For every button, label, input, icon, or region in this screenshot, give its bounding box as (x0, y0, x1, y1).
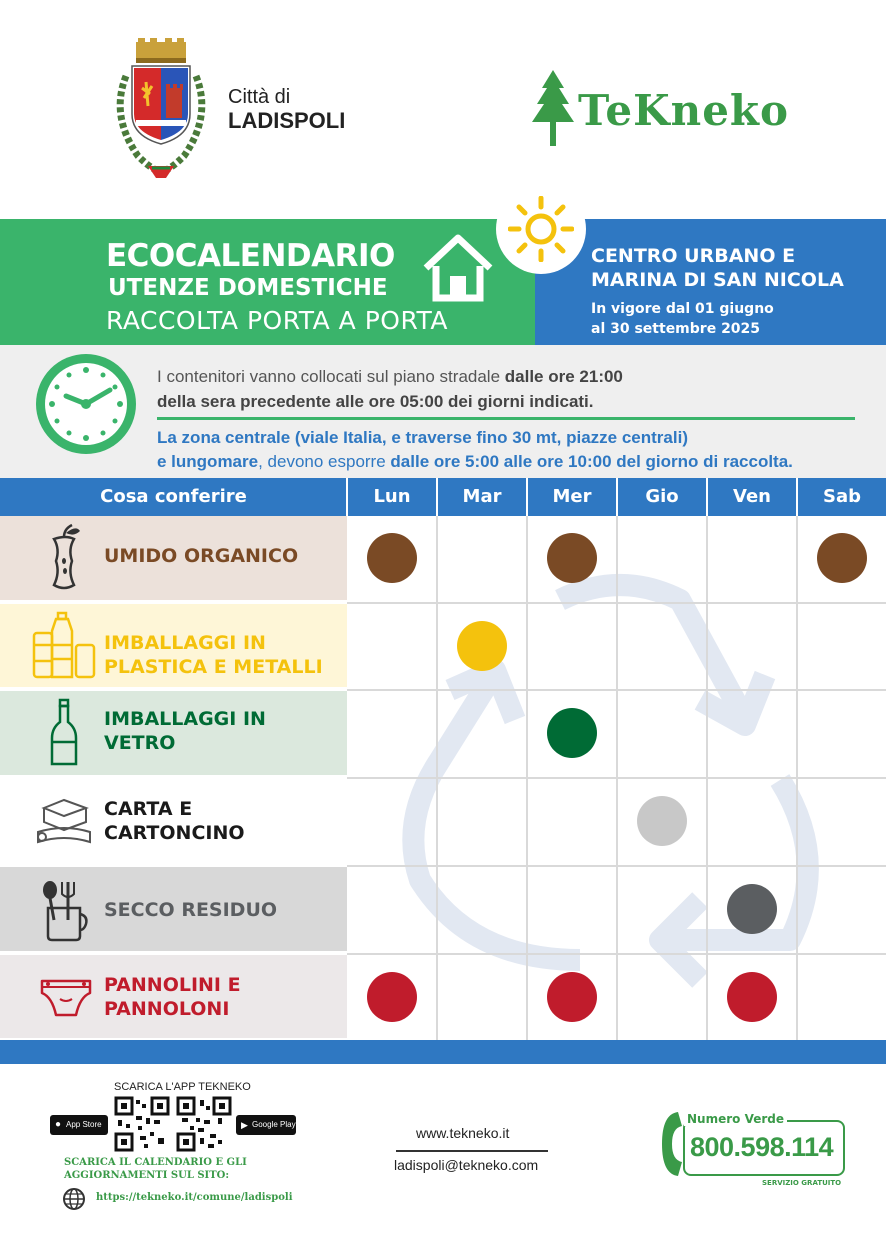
play-icon: ▶ (241, 1120, 248, 1130)
banner-collection-type: RACCOLTA PORTA A PORTA (106, 306, 448, 335)
footer-bar (0, 1040, 886, 1064)
grid-row-line (347, 602, 886, 604)
apple-core-icon (44, 523, 84, 593)
header-separator (796, 478, 798, 516)
waste-type-label: IMBALLAGGI IN (104, 708, 266, 730)
header-separator (436, 478, 438, 516)
collection-day-dot (367, 533, 417, 583)
day-header-mer: Mer (552, 486, 592, 507)
numero-verde-label: Numero Verde (684, 1112, 787, 1126)
collection-day-dot (547, 972, 597, 1022)
waste-type-label: IMBALLAGGI IN (104, 632, 266, 654)
waste-type-label: CARTA E (104, 798, 193, 820)
info-paragraph-2: La zona centrale (viale Italia, e traverse fino 30 mt, piazze centrali) e lungomare, devono esporre dalle ore 5:00 alle ore 10:00 del giorno di raccolta. (157, 428, 793, 471)
qr-code-icon[interactable] (176, 1096, 232, 1152)
website-link[interactable]: www.tekneko.it (416, 1125, 510, 1141)
calendar-url-link[interactable]: https://tekneko.it/comune/ladispoli (96, 1192, 293, 1203)
ladispoli-crest-logo (108, 36, 214, 182)
email-link[interactable]: ladispoli@tekneko.com (394, 1157, 539, 1173)
day-header-sab: Sab (823, 486, 861, 507)
cutlery-cup-icon (40, 880, 88, 942)
app-download-title: SCARICA L'APP TEKNEKO (114, 1081, 251, 1093)
city-label (228, 86, 345, 134)
city-name: LADISPOLI (228, 108, 346, 133)
header-separator (526, 478, 528, 516)
collection-day-dot (367, 972, 417, 1022)
waste-type-label: CARTONCINO (104, 822, 245, 844)
servizio-gratuito: SERVIZIO GRATUITO (762, 1179, 842, 1187)
city-prefix: Città di (228, 86, 291, 108)
apple-icon: ● (55, 1119, 62, 1130)
waste-type-label: VETRO (104, 732, 176, 754)
waste-type-label: PANNOLONI (104, 998, 230, 1020)
day-header-mar: Mar (462, 486, 502, 507)
paper-icon (34, 798, 94, 846)
clock-icon (30, 348, 142, 460)
grid-row-line (347, 777, 886, 779)
glass-bottle-icon (50, 698, 78, 768)
validity-period: In vigore dal 01 giugno al 30 settembre 2025 (591, 301, 774, 337)
sun-icon (508, 196, 574, 262)
globe-icon (62, 1187, 86, 1211)
header-separator (346, 478, 348, 516)
collection-day-dot (637, 796, 687, 846)
phone-icon (658, 1110, 684, 1178)
brand-logo-text: TeKneko (578, 86, 790, 135)
info-paragraph-1: I contenitori vanno collocati sul piano stradale dalle ore 21:00 della sera precedente alle ore 05:00 dei giorni indicati. (157, 367, 623, 411)
bottle-can-icon (32, 611, 98, 681)
recycle-watermark-icon (380, 560, 860, 1010)
banner-subtitle: UTENZE DOMESTICHE (108, 275, 388, 301)
waste-type-label: SECCO RESIDUO (104, 899, 278, 921)
day-header-gio: Gio (645, 486, 679, 507)
waste-type-label: UMIDO ORGANICO (104, 545, 299, 567)
day-header-lun: Lun (373, 486, 411, 507)
header-separator (616, 478, 618, 516)
numero-verde-number[interactable]: 800.598.114 (690, 1132, 834, 1162)
qr-code-icon[interactable] (114, 1096, 170, 1152)
download-calendar-text: SCARICA IL CALENDARIO E GLI AGGIORNAMENTI SUL SITO: (64, 1157, 247, 1181)
banner-title: ECOCALENDARIO (106, 238, 395, 274)
house-icon (422, 232, 494, 302)
grid-row-line (347, 865, 886, 867)
collection-day-dot (727, 884, 777, 934)
app-store-button[interactable]: ● App Store (50, 1115, 108, 1135)
collection-day-dot (817, 533, 867, 583)
waste-type-label: PLASTICA E METALLI (104, 656, 323, 678)
google-play-button[interactable]: ▶ Google Play (236, 1115, 296, 1135)
header-cosa-conferire: Cosa conferire (100, 486, 247, 507)
contact-divider (396, 1150, 548, 1152)
grid-row-line (347, 953, 886, 955)
waste-type-label: PANNOLINI E (104, 974, 241, 996)
collection-day-dot (727, 972, 777, 1022)
collection-day-dot (547, 708, 597, 758)
header-separator (706, 478, 708, 516)
day-header-ven: Ven (733, 486, 771, 507)
collection-day-dot (457, 621, 507, 671)
collection-day-dot (547, 533, 597, 583)
grid-row-line (347, 689, 886, 691)
info-divider (157, 417, 855, 420)
area-name: CENTRO URBANO E MARINA DI SAN NICOLA (591, 245, 844, 291)
diaper-icon (40, 977, 92, 1019)
tree-icon (532, 70, 574, 146)
